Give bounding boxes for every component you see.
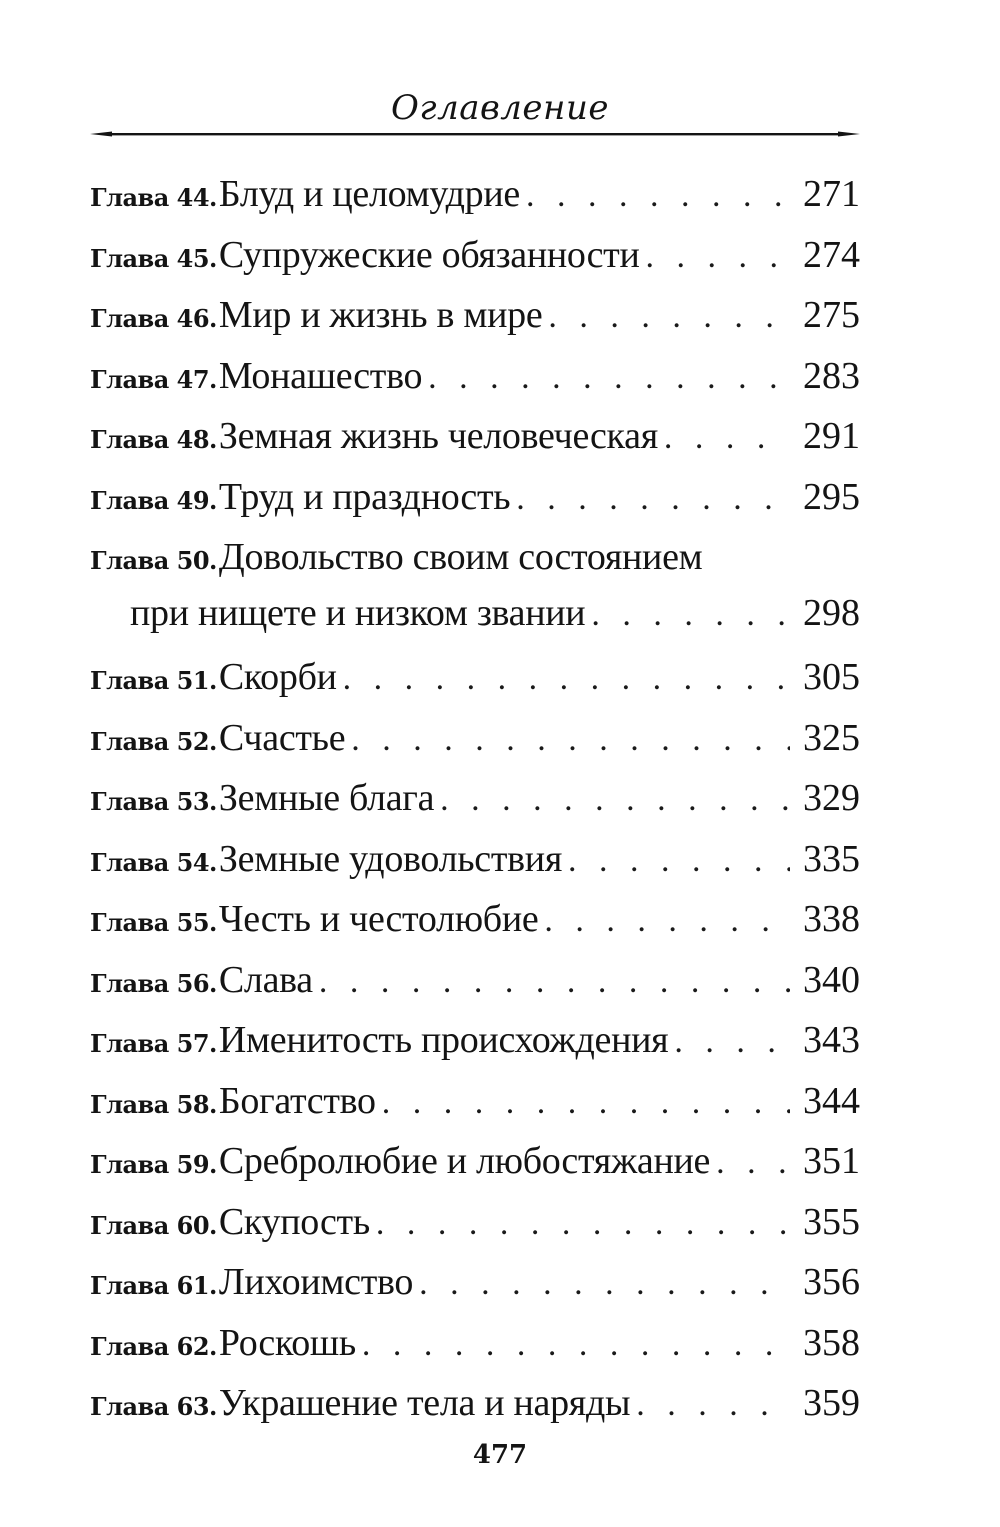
page-number: 274 <box>803 233 860 276</box>
chapter-number: Глава 56. <box>90 968 217 998</box>
chapter-title: Честь и честолюбие <box>218 898 539 940</box>
toc-entry <box>90 655 860 716</box>
toc-entry <box>90 716 860 777</box>
dot-leader <box>646 238 791 276</box>
toc-entry <box>90 958 860 1019</box>
dot-leader <box>428 359 790 397</box>
chapter-title: Слава <box>218 958 313 1001</box>
chapter-title: Украшение тела и наряды <box>218 1382 631 1424</box>
running-head: Оглавление <box>391 88 609 128</box>
page-number: 305 <box>803 656 860 698</box>
chapter-title: Богатство <box>218 1079 376 1122</box>
chapter-title: Супружеские обязанности <box>218 233 640 276</box>
dot-leader <box>548 298 790 336</box>
page-number: 275 <box>803 294 860 336</box>
dot-leader <box>376 1205 790 1243</box>
toc-entry <box>90 1200 860 1261</box>
page-number: 351 <box>803 1140 860 1182</box>
page-number: 343 <box>803 1019 860 1061</box>
chapter-number: Глава 49. <box>90 485 217 515</box>
chapter-number: Глава 45. <box>90 243 217 273</box>
dot-leader <box>568 842 790 880</box>
dot-leader <box>419 1265 790 1303</box>
dot-leader <box>351 721 790 759</box>
dot-leader <box>516 480 790 518</box>
chapter-title: Довольство своим состоянием <box>218 536 703 578</box>
page-number: 356 <box>803 1261 860 1303</box>
chapter-number: Глава 58. <box>90 1089 217 1119</box>
chapter-number: Глава 61. <box>90 1271 217 1300</box>
page-number: 338 <box>803 898 860 940</box>
table-of-contents <box>90 172 860 1442</box>
page-number: 335 <box>803 837 860 880</box>
chapter-title: Счастье <box>218 716 346 759</box>
toc-entry <box>90 837 860 898</box>
page-folio: 477 <box>472 1440 528 1470</box>
dot-leader <box>526 177 790 215</box>
chapter-title: Сребролюбие и любостяжание <box>218 1140 711 1182</box>
toc-entry <box>90 1018 860 1079</box>
page-number: 358 <box>803 1321 860 1364</box>
chapter-number: Глава 53. <box>90 787 217 816</box>
chapter-number: Глава 57. <box>90 1029 217 1058</box>
page-number: 271 <box>803 173 860 215</box>
dot-leader <box>343 660 790 698</box>
chapter-number: Глава 50. <box>90 546 217 575</box>
toc-entry <box>90 293 860 354</box>
toc-entry <box>90 172 860 233</box>
dot-leader <box>319 963 790 1001</box>
chapter-number: Глава 60. <box>90 1210 217 1240</box>
chapter-title: Скорби <box>218 656 337 698</box>
chapter-number: Глава 47. <box>90 364 217 394</box>
toc-entry <box>90 1260 860 1321</box>
chapter-title: Роскошь <box>218 1321 356 1364</box>
dot-leader <box>440 781 790 819</box>
page-number: 329 <box>803 777 860 819</box>
chapter-title: Именитость происхождения <box>218 1019 669 1061</box>
toc-entry <box>90 1381 860 1442</box>
chapter-number: Глава 63. <box>90 1392 217 1421</box>
chapter-title: Труд и праздность <box>218 475 511 518</box>
toc-entry <box>90 1139 860 1200</box>
chapter-number: Глава 59. <box>90 1150 217 1179</box>
chapter-number: Глава 51. <box>90 666 217 695</box>
toc-entry <box>90 233 860 294</box>
dot-leader <box>636 1386 790 1424</box>
page-number: 359 <box>803 1382 860 1424</box>
chapter-title: Скупость <box>218 1200 370 1243</box>
toc-entry <box>90 414 860 475</box>
page-number: 325 <box>803 716 860 759</box>
page-number: 344 <box>803 1079 860 1122</box>
dot-leader <box>382 1084 790 1122</box>
chapter-number: Глава 44. <box>90 183 217 212</box>
page-number: 340 <box>803 958 860 1001</box>
toc-entry <box>90 897 860 958</box>
chapter-title: Земные удовольствия <box>218 837 563 880</box>
chapter-number: Глава 52. <box>90 726 217 756</box>
page-number: 291 <box>803 415 860 457</box>
chapter-title: Монашество <box>218 354 423 397</box>
chapter-title: Земные блага <box>218 777 435 819</box>
toc-entry <box>90 475 860 536</box>
chapter-number: Глава 46. <box>90 304 217 333</box>
page-number: 283 <box>803 354 860 397</box>
dot-leader <box>664 419 790 457</box>
chapter-title: Блуд и целомудрие <box>218 173 520 215</box>
chapter-number: Глава 55. <box>90 908 217 937</box>
chapter-number: Глава 62. <box>90 1331 217 1361</box>
dot-leader <box>591 596 790 634</box>
toc-entry <box>90 354 860 415</box>
chapter-title: Земная жизнь человеческая <box>218 415 658 457</box>
chapter-title: Мир и жизнь в мире <box>218 294 543 336</box>
dot-leader <box>362 1326 790 1364</box>
toc-entry <box>90 535 860 655</box>
header-rule <box>90 126 860 142</box>
chapter-number: Глава 54. <box>90 847 217 877</box>
chapter-title-continuation: при нищете и низком звании <box>130 592 586 634</box>
dot-leader <box>674 1023 790 1061</box>
page-number: 298 <box>803 592 860 634</box>
dot-leader <box>716 1144 790 1182</box>
dot-leader <box>544 902 790 940</box>
page-number: 295 <box>803 475 860 518</box>
toc-entry <box>90 1079 860 1140</box>
toc-entry <box>90 1321 860 1382</box>
page-number: 355 <box>803 1200 860 1243</box>
toc-entry <box>90 776 860 837</box>
chapter-title: Лихоимство <box>218 1261 414 1303</box>
chapter-number: Глава 48. <box>90 425 217 454</box>
